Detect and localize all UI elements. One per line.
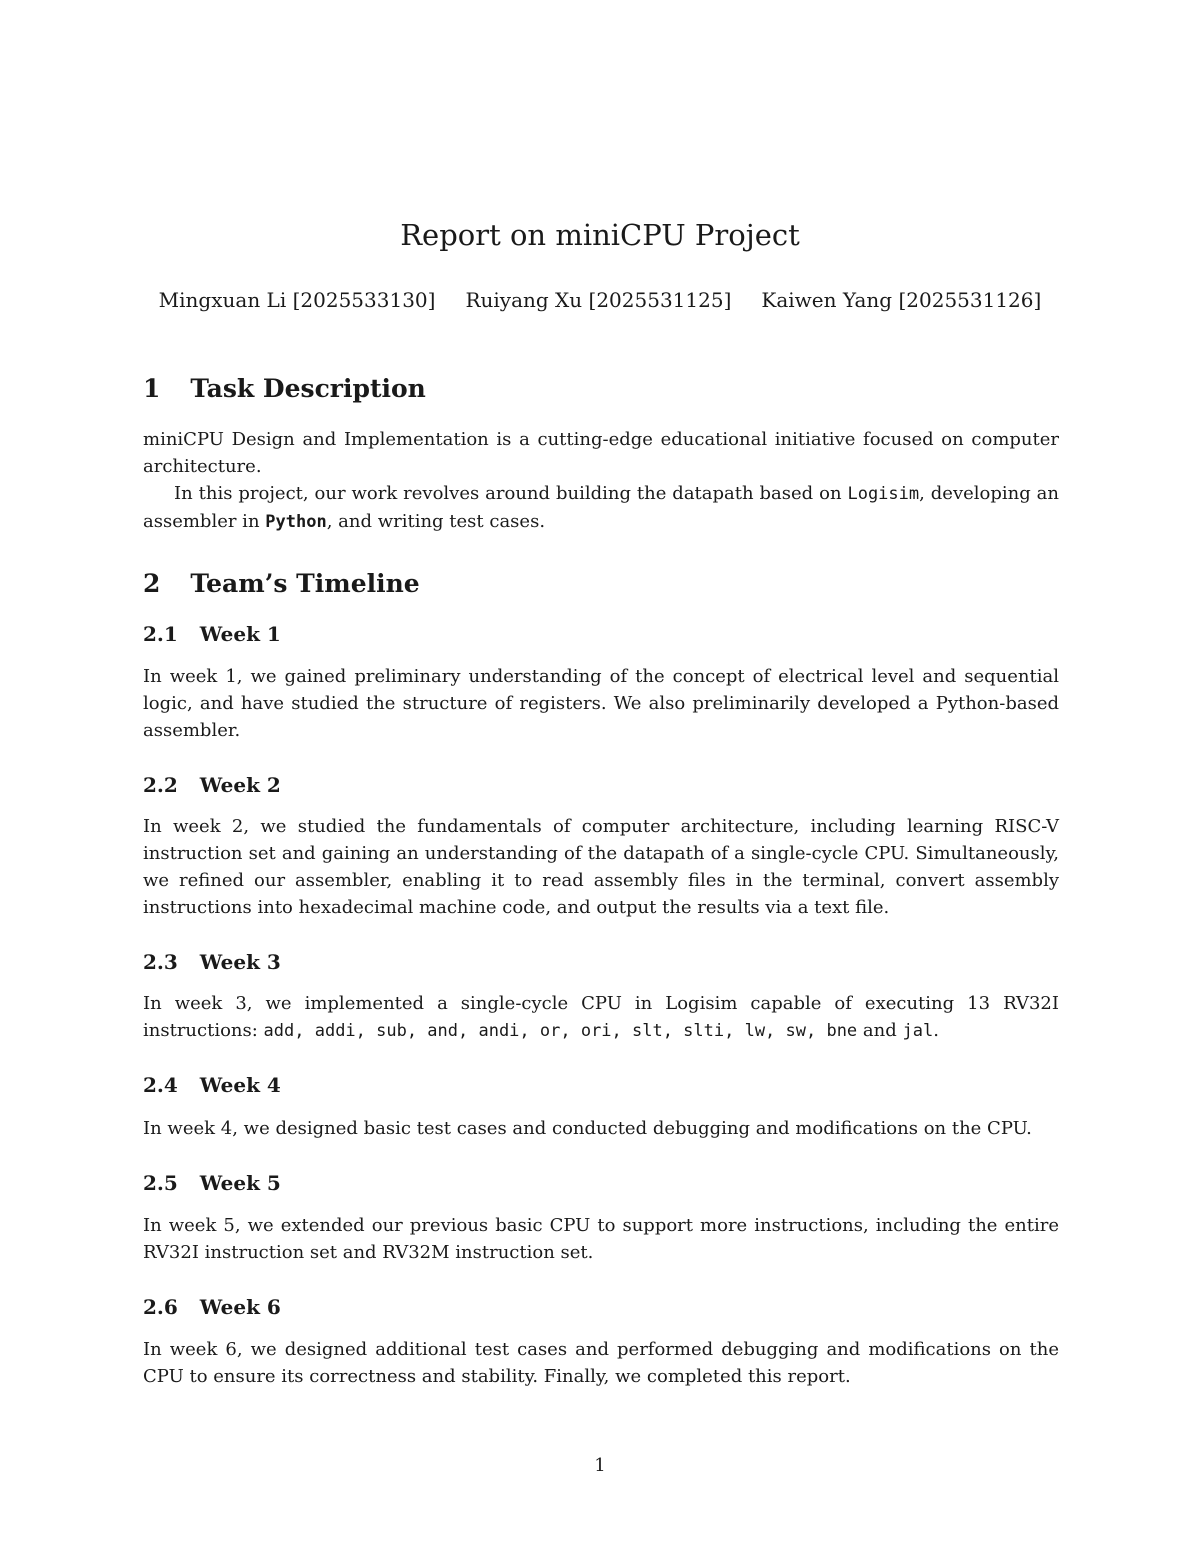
paragraph: In week 1, we gained preliminary understanding of the concept of electrical level and sequential logic, and have studied the structure of registers. We also preliminarily developed a Python-based assembler.	[143, 666, 1059, 741]
subsection-number: 2.4	[143, 1073, 178, 1097]
subsection-2-5-body	[143, 1212, 1059, 1266]
subsection-2-2-body	[143, 813, 1059, 921]
subsection-title: Week 5	[199, 1171, 281, 1195]
author-list	[0, 288, 1200, 312]
subsection-number: 2.2	[143, 773, 178, 797]
paragraph	[143, 990, 1059, 1045]
paragraph-text: , and writing test cases.	[326, 511, 546, 532]
paragraph-text: In week 3, we implemented a single-cycle CPU in Logisim capable of executing 13 RV32I instructions:	[143, 993, 1059, 1041]
subsection-title: Week 6	[199, 1295, 281, 1319]
subsection-2-4	[143, 1073, 1059, 1097]
section-title: Task Description	[190, 374, 426, 403]
subsection-2-3	[143, 950, 1059, 974]
section-1	[143, 374, 1059, 403]
section-1-body	[143, 426, 1059, 536]
author-name: Kaiwen Yang [2025531126]	[761, 288, 1042, 312]
subsection-heading	[143, 773, 1059, 797]
subsection-2-1	[143, 622, 1059, 646]
paragraph-text: .	[933, 1020, 939, 1041]
subsection-2-1-body	[143, 663, 1059, 744]
subsection-number: 2.5	[143, 1171, 178, 1195]
instruction-list: add, addi, sub, and, andi, or, ori, slt, slti, lw, sw, bne	[263, 1021, 858, 1041]
subsection-number: 2.6	[143, 1295, 178, 1319]
paragraph: In week 6, we designed additional test cases and performed debugging and modifications on the CPU to ensure its correctness and stability. Finally, we completed this report.	[143, 1339, 1059, 1387]
section-title: Team’s Timeline	[190, 569, 420, 598]
section-number: 1	[143, 374, 161, 403]
subsection-2-2	[143, 773, 1059, 797]
subsection-number: 2.1	[143, 622, 178, 646]
paragraph-text: In this project, our work revolves around building the datapath based on	[174, 483, 848, 504]
paragraph: In week 2, we studied the fundamentals of computer architecture, including learning RISC-V instruction set and gaining an understanding of the datapath of a single-cycle CPU. Simultaneously, we refined our assembler, enabling it to read assembly files in the terminal, convert assembly instructions into hexadecimal machine code, and output the results via a text file.	[143, 816, 1059, 918]
subsection-heading	[143, 1295, 1059, 1319]
section-heading	[143, 569, 1059, 598]
paragraph-text: , developing an assembler in	[143, 483, 1059, 532]
tool-name: Python	[265, 512, 327, 532]
paragraph	[143, 480, 1059, 536]
author-name: Ruiyang Xu [2025531125]	[465, 288, 732, 312]
section-2	[143, 569, 1059, 598]
subsection-number: 2.3	[143, 950, 178, 974]
paragraph-text: and	[857, 1020, 903, 1041]
subsection-2-6-body	[143, 1336, 1059, 1390]
paragraph: miniCPU Design and Implementation is a cutting-edge educational initiative focused on computer architecture.	[143, 429, 1059, 477]
subsection-2-5	[143, 1171, 1059, 1195]
subsection-2-3-body	[143, 990, 1059, 1045]
page-title: Report on miniCPU Project	[400, 218, 800, 252]
subsection-2-4-body	[143, 1115, 1059, 1142]
tool-name: Logisim	[847, 484, 920, 504]
instruction-list: jal	[902, 1021, 934, 1041]
author-name: Mingxuan Li [2025533130]	[158, 288, 436, 312]
subsection-title: Week 2	[199, 773, 281, 797]
subsection-title: Week 4	[199, 1073, 281, 1097]
subsection-heading	[143, 1171, 1059, 1195]
paragraph: In week 5, we extended our previous basic CPU to support more instructions, including the entire RV32I instruction set and RV32M instruction set.	[143, 1215, 1059, 1263]
section-number: 2	[143, 569, 161, 598]
subsection-title: Week 1	[199, 622, 281, 646]
subsection-heading	[143, 950, 1059, 974]
section-heading	[143, 374, 1059, 403]
page-number: 1	[594, 1455, 606, 1476]
subsection-heading	[143, 1073, 1059, 1097]
subsection-title: Week 3	[199, 950, 281, 974]
paragraph: In week 4, we designed basic test cases and conducted debugging and modifications on the CPU.	[143, 1118, 1032, 1139]
subsection-heading	[143, 622, 1059, 646]
subsection-2-6	[143, 1295, 1059, 1319]
